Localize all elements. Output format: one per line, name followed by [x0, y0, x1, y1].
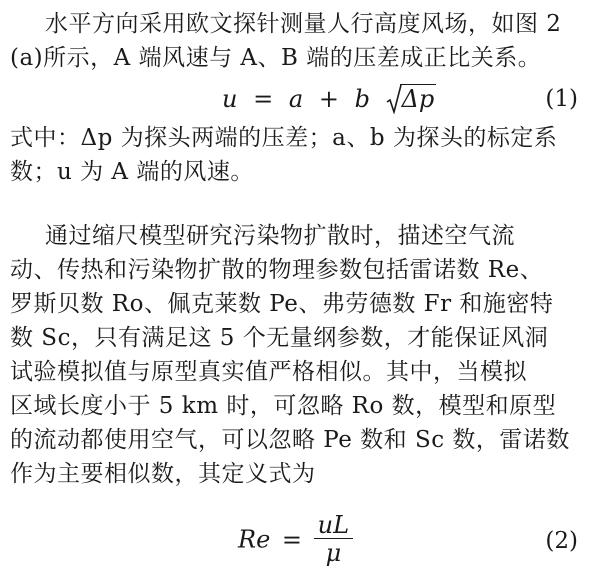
para3-line6: 区域长度小于 5 km 时，可忽略 Ro 数，模型和原型: [10, 393, 557, 419]
para2-line2: 数；u 为 A 端的风速。: [10, 159, 254, 185]
eq2-lhs: Re: [238, 525, 271, 554]
equation-1: [0, 80, 600, 120]
eq2-fraction: [314, 512, 353, 567]
eq1-plus: +: [318, 85, 339, 113]
para1-line1: 水平方向采用欧文探针测量人行高度风场，如图 2: [45, 11, 562, 37]
para3-line2: 动、传热和污染物扩散的物理参数包括雷诺数 Re、: [10, 257, 544, 283]
para3-line1: 通过缩尺模型研究污染物扩散时，描述空气流: [45, 223, 515, 249]
eq1-equals: =: [253, 85, 274, 113]
eq2-number: (2): [545, 528, 578, 554]
eq2-equals: =: [281, 525, 303, 554]
para3-line5: 试验模拟值与原型真实值严格相似。其中，当模拟: [10, 359, 527, 385]
eq1-number: (1): [545, 86, 578, 112]
eq1-radicand: Δp: [401, 85, 435, 113]
eq2-denominator: μ: [325, 539, 342, 567]
para3-line8: 作为主要相似数，其定义式为: [10, 461, 316, 487]
radical-icon: [386, 84, 402, 114]
para1-line2: (a)所示，A 端风速与 A、B 端的压差成正比关系。: [10, 45, 542, 71]
sqrt-sign: [386, 84, 437, 113]
para2-line1: 式中：Δp 为探头两端的压差；a、b 为探头的标定系: [10, 125, 558, 151]
eq1-lhs: u: [222, 85, 238, 113]
equation-2: [0, 512, 600, 576]
para3-line4: 数 Sc，只有满足这 5 个无量纲参数，才能保证风洞: [10, 325, 549, 351]
para3-line3: 罗斯贝数 Ro、佩克莱数 Pe、弗劳德数 Fr 和施密特: [10, 291, 554, 317]
para3-line7: 的流动都使用空气，可以忽略 Pe 数和 Sc 数，雷诺数: [10, 427, 570, 453]
eq2-numerator: uL: [314, 512, 353, 539]
eq1-a: a: [288, 85, 304, 113]
eq1-b: b: [354, 85, 370, 113]
